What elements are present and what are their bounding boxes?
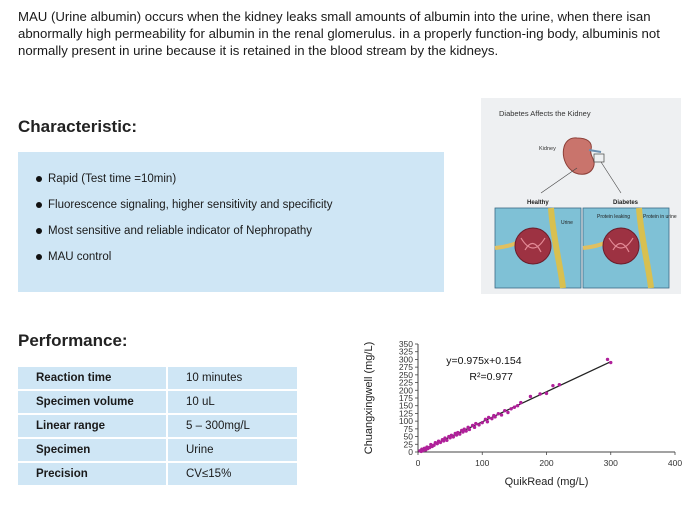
y-tick-label: 300 bbox=[398, 354, 413, 365]
protein-in-urine-label: Protein in urine bbox=[643, 214, 677, 220]
x-tick-label: 200 bbox=[539, 458, 554, 468]
row-value: 5 – 300mg/L bbox=[168, 415, 297, 437]
x-tick-label: 100 bbox=[475, 458, 490, 468]
y-tick-label: 25 bbox=[403, 439, 413, 450]
data-point bbox=[551, 384, 554, 387]
list-item-text: MAU control bbox=[48, 251, 112, 263]
data-point bbox=[473, 426, 476, 429]
data-point bbox=[606, 358, 609, 361]
x-tick-label: 300 bbox=[603, 458, 618, 468]
bullet-icon bbox=[36, 202, 42, 208]
performance-heading: Performance: bbox=[18, 331, 128, 350]
bullet-icon bbox=[36, 254, 42, 260]
table-row bbox=[18, 391, 297, 413]
row-label: Linear range bbox=[18, 415, 168, 437]
data-point bbox=[452, 435, 455, 438]
data-point bbox=[490, 417, 493, 420]
row-value: CV≤15% bbox=[168, 463, 297, 485]
data-point bbox=[481, 421, 484, 424]
x-tick-label: 400 bbox=[667, 458, 683, 468]
data-point bbox=[609, 361, 612, 364]
scatter-chart bbox=[360, 330, 690, 516]
data-point bbox=[439, 441, 442, 444]
data-point bbox=[519, 401, 522, 404]
row-value: 10 minutes bbox=[168, 367, 297, 389]
data-point bbox=[464, 429, 467, 432]
row-value: 10 uL bbox=[168, 391, 297, 413]
bullet-icon bbox=[36, 228, 42, 234]
figure-title: Diabetes Affects the Kidney bbox=[499, 109, 591, 118]
y-tick-label: 225 bbox=[398, 377, 413, 388]
bullet-icon bbox=[36, 176, 42, 182]
urine-label: Urine bbox=[561, 220, 573, 226]
list-item bbox=[36, 170, 444, 196]
data-point bbox=[558, 383, 561, 386]
list-item bbox=[36, 248, 444, 274]
data-point bbox=[513, 406, 516, 409]
data-point bbox=[545, 392, 548, 395]
y-tick-label: 75 bbox=[403, 423, 413, 434]
y-tick-label: 175 bbox=[398, 393, 413, 403]
kidney-diagram bbox=[481, 98, 681, 294]
r-squared: R²=0.977 bbox=[469, 371, 513, 383]
row-label: Specimen volume bbox=[18, 391, 168, 413]
y-tick-label: 100 bbox=[398, 416, 413, 427]
data-point bbox=[506, 411, 509, 414]
y-axis-label: Chuangxingwell (mg/L) bbox=[363, 341, 375, 455]
healthy-label: Healthy bbox=[527, 200, 549, 206]
x-axis-label: QuikRead (mg/L) bbox=[504, 476, 589, 488]
fit-equation: y=0.975x+0.154 bbox=[446, 355, 522, 367]
list-item-text: Rapid (Test time =10min) bbox=[48, 173, 177, 185]
data-point bbox=[497, 412, 500, 415]
y-tick-label: 150 bbox=[398, 400, 413, 411]
data-point bbox=[474, 422, 477, 425]
row-label: Precision bbox=[18, 463, 168, 485]
list-item-text: Fluorescence signaling, higher sensitivity and specificity bbox=[48, 199, 333, 211]
data-point bbox=[516, 404, 519, 407]
row-value: Urine bbox=[168, 439, 297, 461]
table-row bbox=[18, 415, 297, 437]
kidney-label: Kidney bbox=[539, 146, 556, 152]
data-point bbox=[500, 413, 503, 416]
table-row bbox=[18, 367, 297, 389]
data-point bbox=[487, 416, 490, 419]
y-tick-label: 275 bbox=[398, 362, 413, 373]
data-point bbox=[538, 392, 541, 395]
list-item bbox=[36, 196, 444, 222]
x-tick-label: 0 bbox=[415, 458, 421, 468]
row-label: Reaction time bbox=[18, 367, 168, 389]
data-point bbox=[529, 395, 532, 398]
data-point bbox=[477, 423, 480, 426]
intro-paragraph: MAU (Urine albumin) occurs when the kidney leaks small amounts of albumin into the urine, when there isan abnormally high permeability for albumin in the renal glomerulus. in a properly function-ing body, albuminis not normally present in urine because it is retained in the blood stream by the kidneys. bbox=[18, 9, 660, 58]
data-point bbox=[509, 407, 512, 410]
y-tick-label: 125 bbox=[398, 408, 413, 419]
characteristic-box bbox=[18, 152, 444, 292]
list-item-text: Most sensitive and reliable indicator of Nephropathy bbox=[48, 225, 313, 237]
performance-table bbox=[18, 365, 297, 487]
data-point bbox=[486, 420, 489, 423]
data-point bbox=[503, 409, 506, 412]
scatter-plot bbox=[360, 330, 690, 516]
diabetes-label: Diabetes bbox=[613, 200, 639, 206]
y-tick-label: 200 bbox=[398, 385, 413, 396]
characteristic-heading: Characteristic: bbox=[18, 117, 138, 136]
y-tick-label: 50 bbox=[403, 431, 413, 442]
data-point bbox=[445, 439, 448, 442]
data-point bbox=[493, 415, 496, 418]
y-tick-label: 325 bbox=[398, 346, 413, 357]
data-point bbox=[468, 428, 471, 431]
table-row bbox=[18, 463, 297, 485]
table-row bbox=[18, 439, 297, 461]
list-item bbox=[36, 222, 444, 248]
kidney-illustration bbox=[481, 98, 681, 294]
y-tick-label: 350 bbox=[398, 339, 413, 349]
row-label: Specimen bbox=[18, 439, 168, 461]
y-tick-label: 0 bbox=[408, 447, 413, 457]
protein-leaking-label: Protein leaking bbox=[597, 214, 631, 220]
data-point bbox=[458, 432, 461, 435]
y-tick-label: 250 bbox=[398, 369, 413, 380]
